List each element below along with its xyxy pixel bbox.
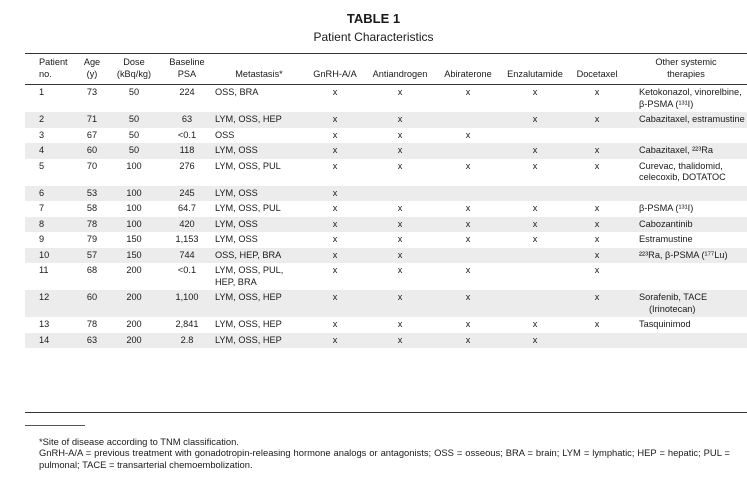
- cell-psa: 118: [161, 143, 213, 159]
- cell-met: LYM, OSS: [213, 186, 305, 202]
- col-header-enzalutamide: Enzalutamide: [507, 68, 563, 79]
- table-title: TABLE 1: [346, 11, 401, 26]
- cell-psa: <0.1: [177, 265, 197, 275]
- cell-dose: 150: [107, 248, 161, 264]
- cell-doc: x: [594, 87, 600, 97]
- table-row: [25, 232, 747, 248]
- cell-enza: [501, 186, 569, 202]
- col-header-age: Age (y): [83, 57, 101, 79]
- cell-no: 7: [39, 203, 45, 213]
- cell-met: LYM, OSS: [215, 234, 258, 244]
- cell-other: Tasquinimod: [639, 319, 691, 329]
- cell-age: 68: [86, 265, 98, 275]
- cell-gnrh: x: [305, 112, 365, 128]
- cell-age: 57: [77, 248, 107, 264]
- cell-dose: 200: [126, 319, 142, 329]
- cell-psa: 276: [179, 160, 195, 171]
- cell-met: LYM, OSS, HEP: [213, 333, 305, 349]
- cell-enza: [501, 263, 569, 290]
- cell-dose: 200: [126, 265, 142, 275]
- cell-met: OSS: [215, 129, 235, 140]
- table-body: [25, 85, 747, 348]
- cell-no: 5: [39, 160, 45, 171]
- table-row: [25, 186, 747, 202]
- cell-abi: x: [465, 160, 471, 171]
- cell-gnrh: x: [305, 248, 365, 264]
- cell-no: 14: [25, 333, 77, 349]
- cell-doc: x: [569, 143, 625, 159]
- cell-met: LYM, OSS, PUL: [215, 160, 281, 171]
- cell-gnrh: x: [305, 186, 365, 202]
- cell-doc: x: [569, 112, 625, 128]
- cell-no: 9: [39, 234, 45, 244]
- cell-other: Cabazitaxel, estramustine: [625, 112, 747, 128]
- cell-age: 58: [86, 203, 98, 213]
- footnote-abbreviations: GnRH-A/A = previous treatment with gonadotropin-releasing hormone analogs or antagonists; OSS = osseous; BRA = brain; LYM = lymphatic; HEP = hepatic; PUL = pulmonal; TACE = transarterial chemoembolization.: [39, 447, 730, 470]
- cell-psa: 2.8: [161, 333, 213, 349]
- col-header-metastasis: Metastasis*: [235, 68, 283, 79]
- cell-age: 60: [77, 143, 107, 159]
- cell-met: OSS, HEP, BRA: [213, 248, 305, 264]
- cell-no: 2: [25, 112, 77, 128]
- cell-gnrh: x: [305, 217, 365, 233]
- cell-met: LYM, OSS, HEP: [215, 319, 282, 329]
- cell-doc: x: [569, 290, 625, 317]
- cell-enza: [501, 128, 569, 144]
- cell-gnrh: x: [332, 203, 338, 213]
- col-header-dose: Dose (kBq/kg): [116, 57, 152, 79]
- cell-gnrh: x: [332, 129, 338, 140]
- footnote-metastasis: *Site of disease according to TNM classification.: [39, 436, 239, 447]
- cell-other: Cabazitaxel, ²²³Ra: [625, 143, 747, 159]
- cell-met: LYM, OSS, PUL: [215, 203, 281, 213]
- cell-enza: x: [532, 160, 538, 171]
- bottom-rule: [25, 412, 747, 413]
- cell-anti: x: [397, 129, 403, 140]
- cell-doc: x: [594, 319, 600, 329]
- cell-abi: [435, 143, 501, 159]
- cell-gnrh: x: [332, 160, 338, 171]
- cell-abi: x: [465, 203, 471, 213]
- col-header-other: Other systemic therapies: [655, 57, 717, 79]
- table-row: [25, 143, 747, 159]
- cell-age: 79: [86, 234, 98, 244]
- cell-psa: 64.7: [178, 203, 196, 213]
- cell-enza: [501, 290, 569, 317]
- cell-enza: x: [532, 87, 538, 97]
- cell-abi: x: [465, 129, 471, 140]
- table-row: [25, 263, 747, 290]
- cell-abi: x: [465, 319, 471, 329]
- cell-anti: [365, 186, 435, 202]
- cell-dose: 50: [107, 143, 161, 159]
- cell-no: 13: [39, 319, 50, 329]
- cell-met: LYM, OSS: [213, 143, 305, 159]
- cell-abi: [435, 112, 501, 128]
- cell-dose: 50: [128, 87, 140, 97]
- cell-enza: x: [532, 234, 538, 244]
- cell-enza: [501, 248, 569, 264]
- table-subtitle: Patient Characteristics: [313, 30, 434, 44]
- cell-anti: x: [365, 290, 435, 317]
- cell-abi: x: [465, 87, 471, 97]
- cell-psa: 245: [161, 186, 213, 202]
- cell-other: [625, 186, 747, 202]
- table-row: [25, 317, 747, 333]
- cell-enza: x: [501, 143, 569, 159]
- cell-other: [625, 128, 747, 144]
- table-row: [25, 85, 747, 112]
- col-header-docetaxel: Docetaxel: [576, 68, 618, 79]
- cell-abi: x: [435, 290, 501, 317]
- cell-enza: x: [501, 217, 569, 233]
- table-row: [25, 159, 747, 186]
- cell-doc: [569, 128, 625, 144]
- cell-dose: 50: [128, 129, 140, 140]
- cell-other: ²²³Ra, β-PSMA (¹⁷⁷Lu): [625, 248, 747, 264]
- patient-characteristics-table: [25, 57, 747, 348]
- table-row: [25, 128, 747, 144]
- cell-no: 3: [39, 129, 45, 140]
- header-row: [25, 57, 747, 85]
- cell-anti: x: [397, 319, 403, 329]
- col-header-abiraterone: Abiraterone: [444, 68, 492, 79]
- cell-psa: 224: [179, 87, 195, 97]
- cell-abi: [435, 186, 501, 202]
- cell-met: LYM, OSS, HEP: [213, 290, 305, 317]
- cell-anti: x: [397, 203, 403, 213]
- cell-enza: x: [532, 203, 538, 213]
- cell-enza: x: [532, 319, 538, 329]
- cell-doc: [569, 186, 625, 202]
- cell-dose: 100: [126, 160, 142, 171]
- cell-no: 4: [25, 143, 77, 159]
- cell-anti: x: [397, 87, 403, 97]
- cell-abi: x: [435, 333, 501, 349]
- cell-age: 78: [86, 319, 98, 329]
- footnote-separator: [25, 425, 85, 426]
- top-rule: [25, 53, 747, 54]
- cell-doc: [569, 333, 625, 349]
- cell-age: 71: [77, 112, 107, 128]
- cell-psa: <0.1: [177, 129, 197, 140]
- table-row: [25, 201, 747, 217]
- cell-no: 1: [39, 87, 45, 97]
- cell-abi: x: [465, 234, 471, 244]
- cell-dose: 200: [107, 290, 161, 317]
- cell-doc: x: [594, 234, 600, 244]
- cell-gnrh: x: [332, 234, 338, 244]
- cell-dose: 100: [107, 217, 161, 233]
- cell-psa: 744: [161, 248, 213, 264]
- cell-other: [625, 333, 747, 349]
- cell-doc: x: [594, 160, 600, 171]
- cell-other: Estramustine: [639, 234, 693, 244]
- cell-anti: x: [365, 217, 435, 233]
- table-row: [25, 217, 747, 233]
- cell-other: Ketokonazol, vinorelbine, β-PSMA (¹³¹I): [639, 87, 742, 109]
- cell-age: 63: [77, 333, 107, 349]
- cell-gnrh: x: [305, 290, 365, 317]
- table-row: [25, 290, 747, 317]
- cell-anti: x: [365, 333, 435, 349]
- cell-no: 10: [25, 248, 77, 264]
- cell-gnrh: x: [305, 143, 365, 159]
- cell-dose: 50: [107, 112, 161, 128]
- cell-anti: x: [397, 265, 403, 275]
- cell-dose: 150: [126, 234, 142, 244]
- cell-enza: x: [501, 333, 569, 349]
- cell-abi: x: [435, 217, 501, 233]
- cell-abi: x: [465, 265, 471, 275]
- cell-anti: x: [365, 143, 435, 159]
- col-header-gnrh: GnRH-A/A: [313, 68, 357, 79]
- cell-psa: 1,153: [175, 234, 199, 244]
- cell-age: 70: [86, 160, 98, 171]
- cell-no: 6: [25, 186, 77, 202]
- col-header-patient: Patient no.: [39, 57, 68, 79]
- cell-anti: x: [397, 234, 403, 244]
- table-row: [25, 333, 747, 349]
- table-row: [25, 112, 747, 128]
- cell-age: 60: [77, 290, 107, 317]
- cell-anti: x: [365, 112, 435, 128]
- cell-met: LYM, OSS, HEP: [213, 112, 305, 128]
- cell-dose: 100: [107, 186, 161, 202]
- cell-psa: 63: [161, 112, 213, 128]
- cell-anti: x: [397, 160, 403, 171]
- cell-other: Curevac, thalidomid, celecoxib, DOTATOC: [639, 160, 726, 182]
- cell-gnrh: x: [332, 87, 338, 97]
- cell-doc: x: [569, 217, 625, 233]
- cell-psa: 1,100: [161, 290, 213, 317]
- table-row: [25, 248, 747, 264]
- cell-gnrh: x: [332, 319, 338, 329]
- cell-enza: x: [501, 112, 569, 128]
- cell-anti: x: [365, 248, 435, 264]
- cell-other: [625, 263, 747, 290]
- cell-age: 53: [77, 186, 107, 202]
- cell-other: Sorafenib, TACE (Irinotecan): [625, 290, 747, 317]
- cell-age: 73: [86, 87, 98, 97]
- footnotes: [25, 436, 730, 470]
- cell-psa: 420: [161, 217, 213, 233]
- cell-dose: 200: [107, 333, 161, 349]
- cell-doc: x: [594, 203, 600, 213]
- cell-age: 67: [86, 129, 98, 140]
- col-header-antiandrogen: Antiandrogen: [372, 68, 428, 79]
- cell-doc: x: [594, 265, 600, 275]
- cell-no: 11: [39, 265, 49, 275]
- cell-gnrh: x: [332, 265, 338, 275]
- col-header-psa: Baseline PSA: [169, 57, 205, 79]
- cell-other: β-PSMA (¹³¹I): [639, 203, 694, 213]
- cell-met: OSS, BRA: [215, 87, 259, 97]
- cell-abi: [435, 248, 501, 264]
- cell-psa: 2,841: [175, 319, 199, 329]
- cell-no: 8: [25, 217, 77, 233]
- header-rule: [25, 84, 747, 85]
- cell-met: LYM, OSS, PUL, HEP, BRA: [215, 265, 284, 287]
- cell-other: Cabozantinib: [625, 217, 747, 233]
- cell-doc: x: [569, 248, 625, 264]
- cell-met: LYM, OSS: [213, 217, 305, 233]
- cell-dose: 100: [126, 203, 142, 213]
- cell-gnrh: x: [305, 333, 365, 349]
- cell-no: 12: [25, 290, 77, 317]
- cell-age: 78: [77, 217, 107, 233]
